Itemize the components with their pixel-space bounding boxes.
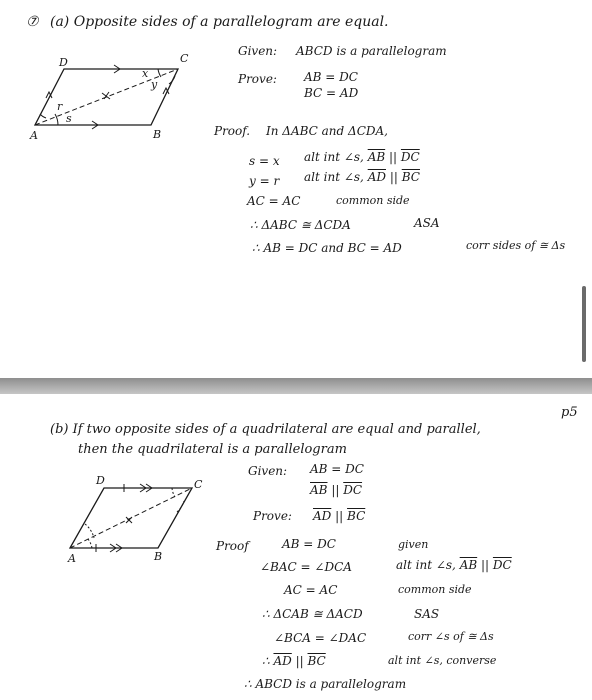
vertex-c-label-b: C (194, 478, 203, 491)
part-b-given-1: AB = DC (310, 462, 364, 476)
proof-a-row-3-statement: AC = AC (247, 194, 301, 208)
vertex-d-label: D (59, 56, 68, 69)
part-a-proof-intro: In ΔABC and ΔCDA, (266, 124, 388, 138)
proof-b-row-4-statement: ∴ ΔCAB ≅ ΔACD (262, 607, 363, 621)
part-a-prove-1: AB = DC (304, 70, 358, 84)
vertex-b-label-b: B (154, 550, 163, 563)
vertex-d-label-b: D (96, 474, 105, 487)
proof-a-row-5-reason: corr sides of ≅ Δs (466, 239, 566, 252)
proof-b-row-1-statement: AB = DC (282, 537, 336, 551)
proof-b-row-5-statement: ∠BCA = ∠DAC (274, 631, 367, 645)
proof-a-row-2-reason: alt int ∠s, $\overline{AD}$ || $\overline{BC}$ (304, 170, 420, 184)
part-a-proof-label: Proof. (214, 124, 251, 138)
vertex-a-label: A (30, 129, 38, 142)
part-b-given-2: $\overline{AB}$ || $\overline{DC}$ (310, 483, 363, 497)
part-a-prove-label: Prove: (238, 72, 277, 86)
page-divider (0, 378, 592, 394)
proof-b-row-7-statement: ∴ ABCD is a parallelogram (244, 677, 407, 691)
part-a-prove-2: BC = AD (304, 86, 359, 100)
parallelogram-figure-a (30, 50, 210, 145)
part-a-title: (a) Opposite sides of a parallelogram are equal. (50, 14, 389, 30)
proof-a-row-1-reason: alt int ∠s, $\overline{AB}$ || $\overline{DC}$ (304, 150, 420, 164)
angle-s-label: s (66, 112, 72, 125)
angle-x-label: x (142, 67, 149, 80)
part-b-title-line-1: (b) If two opposite sides of a quadrilateral are equal and parallel, (50, 422, 481, 437)
proof-b-row-4-reason: SAS (414, 607, 440, 621)
part-a-given: ABCD is a parallelogram (296, 44, 447, 58)
proof-b-row-3-statement: AC = AC (284, 583, 338, 597)
proof-b-row-1-reason: given (398, 538, 429, 551)
vertex-c-label: C (180, 52, 189, 65)
vertex-b-label: B (153, 128, 162, 141)
vertex-a-label-b: A (68, 552, 76, 565)
part-b-prove-label: Prove: (253, 509, 292, 523)
part-a-given-label: Given: (238, 44, 278, 58)
proof-b-row-6-reason: alt int ∠s, converse (388, 654, 497, 667)
proof-a-row-4-reason: ASA (414, 216, 440, 230)
page-number: p5 (561, 405, 578, 420)
part-b-title-line-2: then the quadrilateral is a parallelogram (78, 442, 347, 457)
angle-y-label: y (151, 78, 158, 91)
proof-a-row-1-statement: s = x (249, 154, 280, 168)
proof-b-row-6-statement: ∴ $\overline{AD}$ || $\overline{BC}$ (262, 654, 326, 668)
proof-b-row-3-reason: common side (398, 583, 472, 596)
part-b-prove: $\overline{AD}$ || $\overline{BC}$ (313, 509, 366, 523)
proof-a-row-3-reason: common side (336, 194, 410, 207)
proof-b-row-2-reason: alt int ∠s, $\overline{AB}$ || $\overline{DC}$ (396, 558, 512, 572)
proof-a-row-2-statement: y = r (249, 174, 280, 188)
proof-b-row-2-statement: ∠BAC = ∠DCA (260, 560, 352, 574)
proof-b-row-5-reason: corr ∠s of ≅ Δs (408, 630, 494, 643)
angle-r-label: r (57, 100, 63, 113)
problem-number: ⑦ (26, 14, 39, 30)
proof-a-row-4-statement: ∴ ΔABC ≅ ΔCDA (250, 218, 351, 232)
part-b-given-label: Given: (248, 464, 288, 478)
proof-a-row-5-statement: ∴ AB = DC and BC = AD (252, 241, 402, 255)
part-b-proof-label: Proof (216, 539, 249, 553)
parallelogram-figure-b (60, 474, 210, 566)
scrollbar-thumb[interactable] (582, 286, 586, 362)
